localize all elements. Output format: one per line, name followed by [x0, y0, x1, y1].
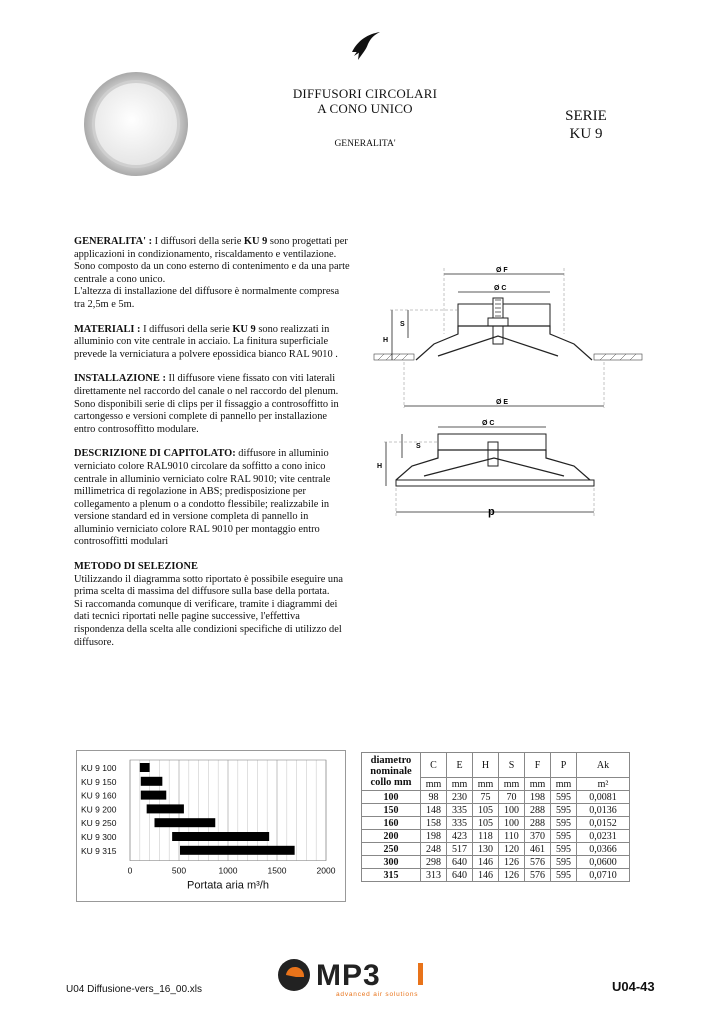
- hatch-r3: [620, 354, 626, 360]
- header-line-1: diametro: [370, 755, 412, 766]
- page-title: [270, 86, 460, 116]
- header-line-2: nominale: [370, 766, 412, 777]
- table-cell: 595: [551, 843, 577, 856]
- bar-ku-9-160: [141, 791, 166, 800]
- col-header-e: E: [447, 753, 473, 778]
- heading-capitolato: DESCRIZIONE DI CAPITOLATO:: [74, 448, 236, 460]
- materiali-pre: I diffusori della serie: [140, 323, 233, 335]
- x-tick-label: 2000: [316, 865, 336, 876]
- category-label: KU 9 315: [81, 845, 117, 856]
- header-line-3: collo mm: [370, 777, 412, 788]
- col-header-p: P: [551, 753, 577, 778]
- table-body: [362, 791, 630, 882]
- unit-ak: m²: [577, 778, 630, 791]
- logo-bar: [418, 963, 423, 985]
- row-diameter: 160: [362, 817, 421, 830]
- table-cell: 118: [473, 830, 499, 843]
- generalita-bold: KU 9: [243, 236, 268, 247]
- unit-e: mm: [447, 778, 473, 791]
- table-cell: 423: [447, 830, 473, 843]
- table-cell: 640: [447, 869, 473, 882]
- category-label: KU 9 200: [81, 804, 117, 815]
- capitolato-body: diffusore in alluminio verniciato colore RAL9010 circolare da soffitto a cono inico centrale in alluminio verniciato colre RAL 9010; vite centrale millimetrica di regolazione in ABS; predisposizione per collegamento a plenum o a condotto flessibile; realizzabile in versione standard ed in versione completa di pannello in alluminio verniciato colore RAL 9010 per montaggio entro controsoffitti modulari: [74, 448, 331, 548]
- category-label: KU 9 100: [81, 763, 117, 773]
- table-cell: 120: [499, 843, 525, 856]
- table-cell: 595: [551, 869, 577, 882]
- table-cell: 105: [473, 817, 499, 830]
- technical-drawing: [372, 262, 644, 524]
- unit-c: mm: [421, 778, 447, 791]
- table-cell: 595: [551, 856, 577, 869]
- table-cell: 576: [525, 856, 551, 869]
- table-cell: 146: [473, 856, 499, 869]
- table-cell: 461: [525, 843, 551, 856]
- bar-ku-9-150: [141, 777, 163, 786]
- hatch-l4: [402, 354, 408, 360]
- row-diameter: 315: [362, 869, 421, 882]
- col-header-f: F: [525, 753, 551, 778]
- metodo-body-2: Si raccomanda comunque di verificare, tramite i diagrammi dei dati tecnici riportati nelle pagine successive, l'effettiva rispondenza della scelta alle condizioni specifiche di utilizzo del diffusore.: [74, 598, 342, 648]
- table-cell: 146: [473, 869, 499, 882]
- title-line-1: DIFFUSORI CIRCOLARI: [292, 86, 438, 101]
- serie-line-1: SERIE: [565, 108, 607, 124]
- table-header-row: [362, 753, 630, 778]
- page-code: U04-43: [612, 979, 655, 994]
- category-label: KU 9 300: [81, 832, 117, 842]
- x-tick-label: 500: [171, 865, 187, 876]
- table-cell: 0,0710: [577, 869, 630, 882]
- diffuser-photo: [82, 70, 190, 178]
- panel: [396, 480, 594, 486]
- category-label: KU 9 160: [81, 790, 117, 801]
- row-diameter: 150: [362, 804, 421, 817]
- description-text: [74, 236, 350, 661]
- unit-f: mm: [525, 778, 551, 791]
- bar-ku-9-100: [140, 763, 150, 772]
- x-axis-label: Portata aria m³/h: [187, 879, 269, 892]
- series-label: [540, 107, 632, 143]
- section-metodo: [74, 561, 350, 649]
- bar-ku-9-250: [155, 818, 216, 827]
- table-cell: 110: [499, 830, 525, 843]
- table-cell: 198: [421, 830, 447, 843]
- bar-ku-9-315: [180, 846, 295, 855]
- title-line-2: A CONO UNICO: [317, 101, 413, 116]
- generalita-note: L'altezza di installazione del diffusore è normalmente compresa tra 2,5m e 5m.: [74, 286, 340, 310]
- mp3-logo: [276, 955, 456, 999]
- section-installazione: [74, 373, 350, 436]
- table-row: [362, 817, 630, 830]
- section-generalita: [74, 236, 350, 312]
- table-cell: 595: [551, 791, 577, 804]
- table-cell: 0,0152: [577, 817, 630, 830]
- table-cell: 288: [525, 804, 551, 817]
- table-cell: 0,0231: [577, 830, 630, 843]
- col-header-h: H: [473, 753, 499, 778]
- table-cell: 0,0081: [577, 791, 630, 804]
- table-cell: 335: [447, 804, 473, 817]
- heading-generalita: GENERALITA' :: [74, 236, 153, 247]
- screw-2: [488, 442, 498, 466]
- table-cell: 0,0136: [577, 804, 630, 817]
- generalita-body: sono progettati per applicazioni in condizionamento, riscaldamento e ventilazione. Sono composto da un cono esterno di contenimento e da una parte centrale a cono unico.: [74, 236, 350, 285]
- hatch-r2: [610, 354, 616, 360]
- table-cell: 198: [525, 791, 551, 804]
- table-cell: 100: [499, 804, 525, 817]
- installazione-body: Il diffusore viene fissato con viti laterali direttamente nel raccordo del canale o nel raccordo del plenum. Sono disponibili serie di clips per il fissaggio a controsoffitto in cartongesso e versioni complete di pannello per installazione entro controsoffitto modulare.: [74, 373, 339, 435]
- table-cell: 595: [551, 830, 577, 843]
- table-row: [362, 869, 630, 882]
- table-row: [362, 843, 630, 856]
- table-row: [362, 856, 630, 869]
- serie-line-2: KU 9: [569, 126, 603, 142]
- hatch-l1: [378, 354, 384, 360]
- table-cell: 100: [499, 817, 525, 830]
- table-cell: 640: [447, 856, 473, 869]
- hatch-r4: [630, 354, 636, 360]
- bird-logo-icon: [348, 30, 382, 62]
- ceiling-left: [374, 354, 414, 360]
- table-cell: 130: [473, 843, 499, 856]
- table-cell: 595: [551, 817, 577, 830]
- label-f: Ø F: [496, 267, 508, 274]
- hatch-l3: [394, 354, 400, 360]
- table-cell: 576: [525, 869, 551, 882]
- row-diameter: 300: [362, 856, 421, 869]
- footer-filename: U04 Diffusione-vers_16_00.xls: [66, 984, 203, 995]
- x-tick-label: 1500: [267, 865, 287, 876]
- unit-s: mm: [499, 778, 525, 791]
- table-row: [362, 830, 630, 843]
- label-h2: H: [377, 463, 383, 470]
- heading-installazione: INSTALLAZIONE :: [74, 373, 166, 385]
- table-cell: 595: [551, 804, 577, 817]
- table-cell: 70: [499, 791, 525, 804]
- x-tick-label: 0: [127, 865, 133, 876]
- section-materiali: [74, 324, 350, 362]
- logo-tagline: advanced air solutions: [336, 991, 419, 998]
- table-cell: 335: [447, 817, 473, 830]
- row-diameter: 250: [362, 843, 421, 856]
- table-cell: 288: [525, 817, 551, 830]
- table-cell: 98: [421, 791, 447, 804]
- table-cell: 230: [447, 791, 473, 804]
- table-cell: 0,0600: [577, 856, 630, 869]
- bar-ku-9-300: [172, 832, 269, 841]
- row-diameter: 200: [362, 830, 421, 843]
- materiali-body: sono realizzati in alluminio con vite centrale in acciaio. La finitura superficiale prevede la verniciatura a polvere epossidica bianco RAL 9010 .: [74, 323, 338, 360]
- unit-p: mm: [551, 778, 577, 791]
- metodo-body-1: Utilizzando il diagramma sotto riportato è possibile eseguire una prima scelta di massima del diffusore sulla base della portata.: [74, 573, 343, 598]
- table-cell: 126: [499, 869, 525, 882]
- screw-nut: [488, 318, 508, 326]
- hatch-l2: [386, 354, 392, 360]
- table-cell: 517: [447, 843, 473, 856]
- col-header-ak: Ak: [577, 753, 630, 778]
- table-cell: 148: [421, 804, 447, 817]
- row-diameter: 100: [362, 791, 421, 804]
- label-c: Ø C: [494, 285, 507, 292]
- table-cell: 158: [421, 817, 447, 830]
- category-label: KU 9 250: [81, 818, 117, 829]
- col-header-s: S: [499, 753, 525, 778]
- table-cell: 370: [525, 830, 551, 843]
- category-label: KU 9 150: [81, 776, 117, 787]
- label-h: H: [383, 337, 389, 344]
- label-c2: Ø C: [482, 420, 495, 427]
- table-row: [362, 804, 630, 817]
- label-p: p: [488, 506, 495, 518]
- table-cell: 248: [421, 843, 447, 856]
- heading-materiali: MATERIALI :: [74, 323, 141, 335]
- col-header-c: C: [421, 753, 447, 778]
- section-capitolato: [74, 448, 350, 549]
- table-cell: 298: [421, 856, 447, 869]
- generalita-pre: I diffusori della serie: [152, 236, 244, 247]
- label-e: Ø E: [496, 399, 509, 406]
- hatch-r1: [600, 354, 606, 360]
- selection-chart: [76, 750, 344, 900]
- table-cell: 75: [473, 791, 499, 804]
- table-cell: 126: [499, 856, 525, 869]
- heading-metodo: METODO DI SELEZIONE: [74, 561, 198, 573]
- unit-h: mm: [473, 778, 499, 791]
- x-tick-label: 1000: [218, 865, 238, 876]
- dimensions-table: [361, 752, 630, 882]
- header-diametro: [362, 753, 421, 791]
- table-cell: 313: [421, 869, 447, 882]
- bar-ku-9-200: [147, 804, 184, 813]
- label-s2: S: [416, 443, 421, 450]
- table-cell: 105: [473, 804, 499, 817]
- logo-text: MP3: [316, 959, 381, 992]
- table-cell: 0,0366: [577, 843, 630, 856]
- page-subtitle: GENERALITA': [334, 139, 396, 149]
- label-s: S: [400, 321, 405, 328]
- materiali-bold: KU 9: [232, 323, 256, 335]
- table-row: [362, 791, 630, 804]
